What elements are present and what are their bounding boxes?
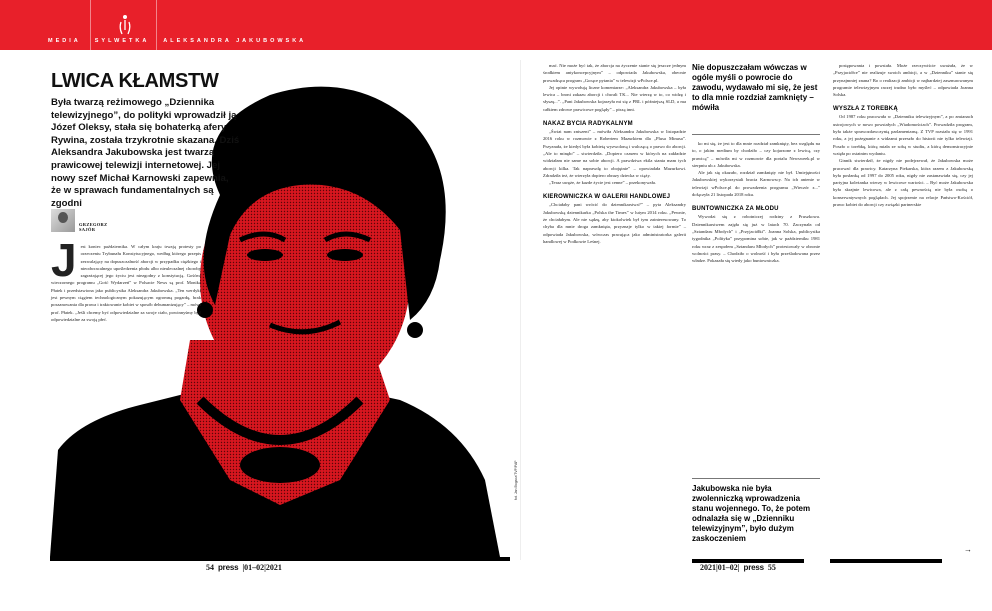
body-column-3 [692, 140, 820, 264]
quote-divider [692, 134, 820, 135]
photo-credit: fot. Jan Bogacz/TVP/PAP [514, 460, 518, 500]
footer-left [206, 563, 282, 572]
page-bottom-rule [830, 559, 942, 563]
drop-cap: J [51, 234, 77, 286]
author-byline [51, 209, 107, 232]
subheading: KIEROWNICZKA W GALERII HANDLOWEJ [543, 194, 671, 201]
body-column-4 [833, 62, 973, 208]
footer-right [700, 563, 776, 572]
article-lead: Była twarzą reżimowego „Dziennika telewizyjnego”, do polityki wprowadził ją Józef Oleksy, stała się bohaterką afery Rywina, została trzykrotnie skazana. Dziś Aleksandra Jakubowska jest twarzą prawicowej telewizji internetowej. Jej nowy szef Michał Karnowski zapewnia, że w sprawach fundamentalnych są zgodni [51, 97, 240, 209]
body-paragraph: ko mi się, że jest to dla mnie rozdział zamknięty, bez względu na to, o jakim medium by chodziło – czy kojarzone z lewicą, czy prawicą” – mówiła mi w rozmowie dla portalu Newsweek.pl w sierpniu ub.r. Jakubowska. [692, 141, 820, 168]
body-paragraph: „Chciałaby pani wrócić do dziennikarstwa?” – pyta Aleksandry Jakubowską dziennikarka „Polska the Times” w lutym 2014 roku. „Pewnie, że chciałabym. Ale nie sądzę, aby ktokolwiek był tym zainteresowany. To chyba dla mnie droga zamknięta, przyznaje tylko w takiej formie” – odpowiada Jakubowska, wówczas pracująca jako administratorka galerii handlowej w Podkowie Leśnej. [543, 202, 686, 244]
page-bottom-rule [50, 557, 510, 561]
brand-logo-left: press [218, 563, 239, 572]
section-header-bar [0, 0, 992, 50]
brand-logo-right: press [743, 563, 764, 572]
author-avatar [51, 209, 75, 232]
body-text: est koniec października. W całym kraju trwają protesty po orzeczeniu Trybunału Konstytucyjnego, według którego przepis zezwalający na dopuszczalność aborcji w przypadku ciężkiego i nieodwracalnego upośledzenia płodu albo nieuleczalnej choroby zagrażającej jego życiu jest niezgodny z konstytucją. Gośćmi wieczornego programu „Gość Wydarzeń” w Polsacie News są prof. Monika Płatek i przedstawiona jako publicystka Aleksandra Jakubowska. „Ten werdykt jest pewnym ciągiem technologicznym pokazującym ogromną pogardę, brak poszanowania dla prawa i traktowanie kobiet w sposób dehumanizujący” – mówi prof. Płatek. „Jeśli chcemy być odpowiedzialne za swoje ciało, powinnyśmy być odpowiedzialne za swoją płeć. [51, 244, 201, 322]
body-column-1 [51, 234, 201, 323]
author-name: GRZEGORZ SAJÓR [79, 222, 108, 232]
quote-divider [692, 478, 820, 479]
issue-left: |01–02|2021 [242, 563, 282, 572]
body-paragraph: Ginnik stwierdził, że nigdy nie podejrzewał, że Jakubowska może pracować dla prawicy. Katarzyna Piekarska, która razem z Jakubowską była posłanką od 1997 do 2005 roku, nigdy nie zastanawiała się, czy jej partyjna koleżanka wierzy w lewicowe wartości. – Być może Jakubowska była skrajnie lewicowa, ale z całą pewnością nie była osobą o konserwatywnych poglądach. Jej spojrzenie na relacje Państwo-Kościół, prawo kobiet do aborcji czy związki partnerskie [833, 158, 973, 208]
figure-logo-icon [118, 14, 132, 36]
breadcrumb-subsection: SYLWETKA [94, 38, 150, 44]
breadcrumb-section: MEDIA [48, 38, 81, 44]
body-paragraph: Od 1987 roku pracowała w „Dzienniku telewizyjnym”, a po zmianach ustrojowych w nowo powstałych „Wiadomościach”. Prowadziła program, była także sprawozdawczynią parlamentarną. Z TVP rozstała się w 1991 roku, a jej pożegnanie z widzami przeszło do historii nie tylko telewizji. Poszło o torebkę, którą miała ze sobą w studiu, a którą demonstracyjnie wzięła po ostatnim wydaniu. [833, 114, 973, 156]
body-paragraph: mać. Nie może być tak, że aborcja na życzenie stanie się jeszcze jednym środkiem antykoncepcyjnym” – odpowiada Jakubowska, obecnie prowadząca program „Gorące pytania” w telewizji wPolsce.pl. [543, 63, 686, 83]
body-paragraph: „Teraz uwęże, że kazde życie jest cenne” – przekonywała. [549, 180, 657, 186]
breadcrumb-subject: ALEKSANDRA JAKUBOWSKA [163, 38, 307, 44]
page-number-left: 54 [206, 563, 214, 572]
body-column-2 [543, 62, 686, 245]
subheading: NAKAZ BYCIA RADYKALNYM [543, 121, 633, 128]
article-title: LWICA KŁAMSTW [51, 70, 219, 92]
pull-quote-top: Nie dopuszczałam wówczas w ogóle myśli o powrocie do zawodu, wydawało mi się, że jest to dla mnie rozdział zamknięty – mówiła [692, 63, 818, 112]
subheading: WYSZŁA Z TOREBKĄ [833, 106, 898, 113]
body-paragraph: Wywodzi się z robotniczej rodziny z Pruszkowa. Dziennikarstwem zajęła się już w latach 70. Zaczynała od „Sztandaru Młodych” i „Przyjaciółki”. Joanna Solska, publicystka tygodnika „Polityka” przypomina sobie, jak w październiku 1981 roku wraz z zespołem „Sztandaru Młodych” protestowały w obronie wolności prasy. – Chodziło o wolność i była prześladowana przez władze. Pokazała się wtedy jako buntowniczka. [692, 214, 820, 264]
issue-right: 2021|01–02| [700, 563, 740, 572]
pull-quote-bottom: Jakubowska nie była zwolenniczką wprowadzenia stanu wojennego. To, że potem odnalazła się w „Dzienniku telewizyjnym”, było dużym zaskoczeniem [692, 484, 811, 543]
continue-arrow-icon: → [964, 545, 972, 554]
body-paragraph: Ale jak się okazało, rozdział zamknięty nie był. Umiejętności Jakubowskiej wykorzystali bracia Karnowscy. Na ich antenie w telewizji wPolsce.pl do prowadzenia programu „Wieczór z...” dołączyła 21 listopada 2018 roku. [692, 170, 820, 198]
page-gutter [520, 60, 521, 560]
body-paragraph: Jej opinie wywołują liczne komentarze: „Aleksandra Jakubowska – była lewica – broni zakazu aborcji i chwali TK... Nie wierzę w to, co widzę i słyszę...”. „Pani Jakubowska kojarzyła mi się z PRL i późniejszą SLD, a ma całkiem zdrowe prawicowe poglądy” – piszą inni. [543, 84, 686, 112]
body-paragraph: postępowania i powstała. Może rzeczywiście uważała, że w „Przyjaciółce” nie realizuje swoich ambicji, a w „Dzienniku” stanie się przynajmniej znana? Bo o realizacji ambicji w najbardziej zasznurowanym programie telewizyjnym raczej trudno było myśleć – odpowiada Joanna Solska. [833, 63, 973, 98]
breadcrumb [48, 38, 306, 44]
body-paragraph: „Świat nam zniszeni” – mówiła Aleksandra Jakubowska w listopadzie 2016 roku w rozmowie z Robertem Mazurkiem dla „Plusa Minusa”. Przyznała, że kiedyś była kobietą wyzwoloną i walczącą o prawo do aborcji. „Ale to minęło” – stwierdziła. „Dopiero czasem w których na zakładzie widziałam nie same na sobie aborcji. A prawdziwa ekila stania mam tych aborcji kilka. Tak naprawdę to obojętnie” – opowiadała Mazurkowi. Zdradziła też, że wierzyła dopiero obrazy dziecka w ciąży. [543, 129, 686, 178]
subheading: BUNTOWNICZKA ZA MŁODU [692, 206, 779, 213]
page-number-right: 55 [767, 563, 776, 572]
